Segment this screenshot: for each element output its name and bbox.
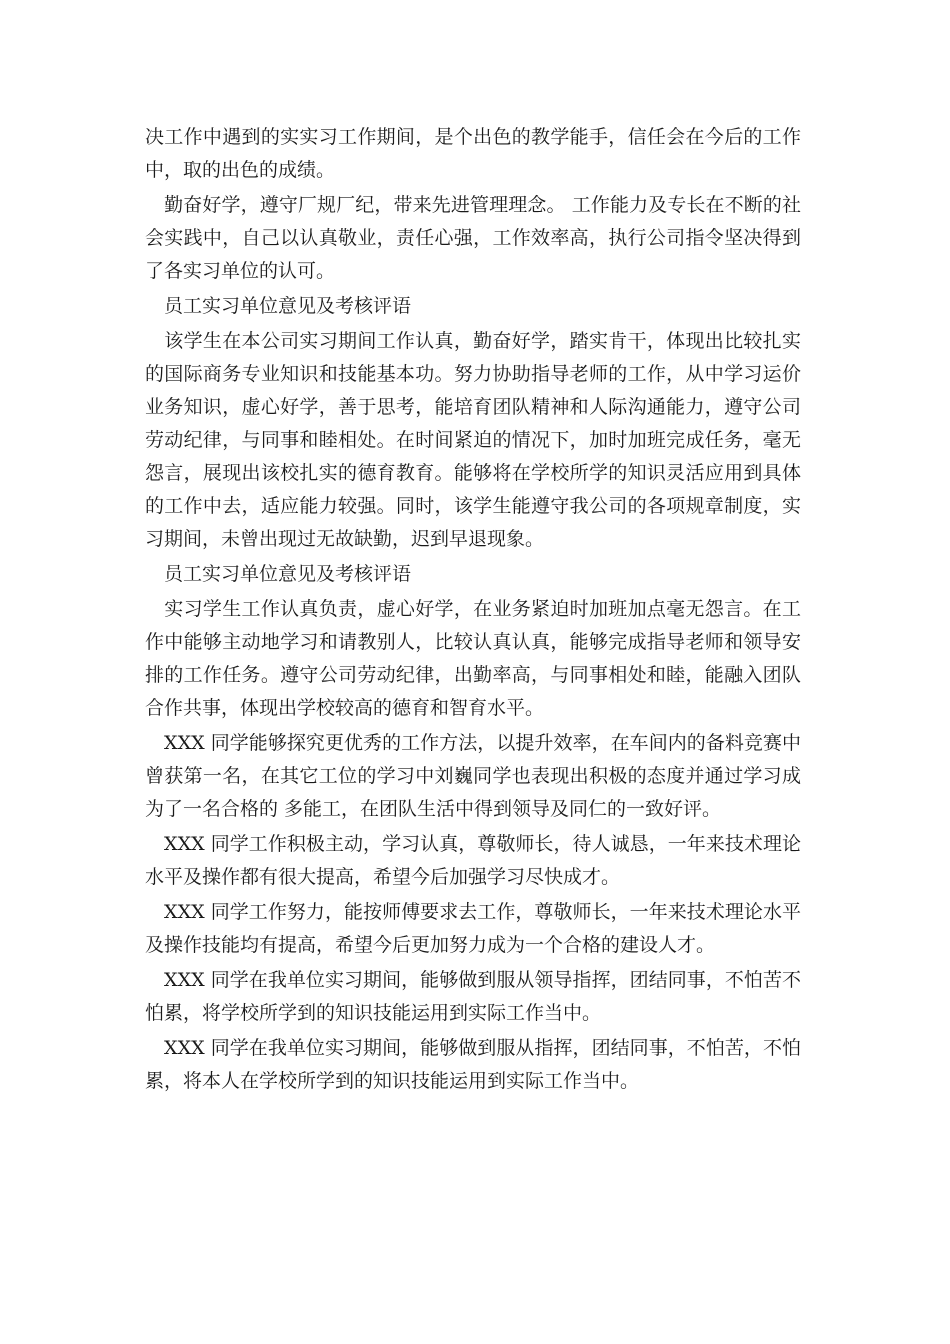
paragraph: 决工作中遇到的实实习工作期间，是个出色的教学能手，信任会在今后的工作中，取的出色的成绩。 — [145, 126, 801, 181]
paragraph: XXX 同学在我单位实习期间，能够做到服从指挥，团结同事，不怕苦，不怕累，将本人在学校所学到的知识技能运用到实际工作当中。 — [145, 1037, 801, 1092]
paragraph: 勤奋好学，遵守厂规厂纪，带来先进管理理念。 工作能力及专长在不断的社会实践中，自己以认真敬业，责任心强，工作效率高，执行公司指令坚决得到了各实习单位的认可。 — [145, 194, 801, 282]
document-body — [145, 121, 801, 1098]
paragraph: 实习学生工作认真负责，虚心好学，在业务紧迫时加班加点毫无怨言。在工作中能够主动地学习和请教别人，比较认真认真，能够完成指导老师和领导安排的工作任务。遵守公司劳动纪律，出勤率高，与同事相处和睦，能融入团队合作共事，体现出学校较高的德育和智育水平。 — [145, 598, 801, 719]
paragraph: XXX 同学能够探究更优秀的工作方法，以提升效率，在车间内的备料竞赛中曾获第一名，在其它工位的学习中刘巍同学也表现出积极的态度并通过学习成为了一名合格的 多能工，在团队生活中得到领导及同仁的一致好评。 — [145, 732, 801, 820]
paragraph: XXX 同学工作努力，能按师傅要求去工作，尊敬师长，一年来技术理论水平及操作技能均有提高，希望今后更加努力成为一个合格的建设人才。 — [145, 901, 801, 956]
paragraph: 该学生在本公司实习期间工作认真，勤奋好学，踏实肯干，体现出比较扎实的国际商务专业知识和技能基本功。努力协助指导老师的工作，从中学习运价业务知识，虚心好学，善于思考，能培育团队精神和人际沟通能力，遵守公司劳动纪律，与同事和睦相处。在时间紧迫的情况下，加时加班完成任务，毫无怨言，展现出该校扎实的德育教育。能够将在学校所学的知识灵活应用到具体的工作中去，适应能力较强。同时，该学生能遵守我公司的各项规章制度，实习期间，未曾出现过无故缺勤，迟到早退现象。 — [145, 330, 801, 550]
paragraph: XXX 同学在我单位实习期间，能够做到服从领导指挥，团结同事，不怕苦不怕累，将学校所学到的知识技能运用到实际工作当中。 — [145, 969, 801, 1024]
paragraph: XXX 同学工作积极主动，学习认真，尊敬师长，待人诚恳，一年来技术理论水平及操作都有很大提高，希望今后加强学习尽快成才。 — [145, 833, 801, 888]
section-heading: 员工实习单位意见及考核评语 — [164, 563, 412, 585]
section-heading: 员工实习单位意见及考核评语 — [164, 295, 412, 317]
